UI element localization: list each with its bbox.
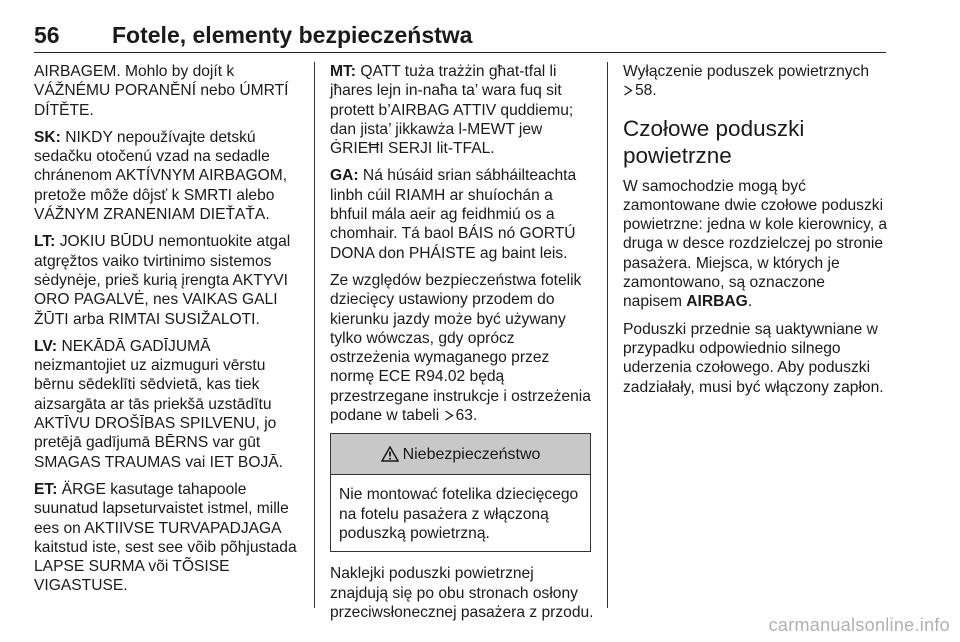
page-header bbox=[34, 22, 886, 53]
column-middle bbox=[330, 62, 594, 630]
lang-code: LT: bbox=[34, 233, 56, 251]
watermark: carmanualsonline.info bbox=[768, 615, 950, 635]
paragraph-mt: MT: QATT tuża trażżin għat-tfal li jħares lejn in-naħa ta’ wara fuq sit protett b’AIRBAG ATTIV quddiemu; dan jista’ jikkawża l-MEWT jew ĠRIEĦI SERJI lit-TFAL. bbox=[330, 63, 574, 158]
lang-code: MT: bbox=[330, 63, 356, 80]
paragraph-ga: GA: Ná húsáid srian sábháilteachta linbh cúil RIAMH ar shuíochán a bhfuil mála aeir ag feidhmiú os a chomhair. Tá baol BÁIS nó GORTÚ DONA don PHÁISTE ag baint leis. bbox=[330, 167, 577, 262]
paragraph-lv: LV: NEKĀDĀ GADĪJUMĀ neizmantojiet uz aizmuguri vērstu bērnu sēdeklīti sēdvietā, kas tiek aizsargāta ar tās priekšā uzstādītu AKTĪVU DROŠĪBAS SPILVENU, jo pretējā gadījumā BĒRNS var gūt SMAGAS TRAUMAS vai IET BOJĀ. bbox=[34, 337, 283, 471]
column-left bbox=[34, 62, 302, 604]
paragraph: Poduszki przednie są uaktywniane w przypadku odpowiednio silnego uderzenia czołowego. Aby poduszki zadziałały, musi być włączony zapłon. bbox=[623, 320, 884, 396]
paragraph: Naklejki poduszki powietrznej znajdują się po obu stronach osłony przeciwsłonecznej pasażera z przodu. bbox=[330, 565, 594, 621]
lang-code: GA: bbox=[330, 167, 359, 185]
column-right bbox=[623, 62, 888, 405]
page-reference[interactable]: 63. bbox=[455, 407, 478, 425]
paragraph-lt: LT: JOKIU BŪDU nemontuokite atgal atgręžtos vaiko tvirtinimo sistemos sėdynėje, prieš kurią įrengta AKTYVI ORO PAGALVĖ, nes VAIKAS GALI ŽŪTI arba RIMTAI SUSIŽALOTI. bbox=[34, 233, 291, 328]
section-heading: Czołowe poduszki powietrzne bbox=[623, 115, 805, 168]
warning-header bbox=[331, 434, 590, 475]
chapter-title: Fotele, elementy bezpieczeństwa bbox=[112, 22, 473, 48]
paragraph-et: ET: ÄRGE kasutage tahapoole suunatud lapseturvaistet istmel, mille ees on AKTIIVSE TURVAPADJAGA kaitstud iste, sest see võib põhjustada LAPSE SURMA või TÕSISE VIGASTUSE. bbox=[34, 480, 297, 595]
paragraph-sk: SK: NIKDY nepoužívajte detskú sedačku otočenú vzad na sedadle chránenom AKTÍVNYM AIRBAGOM, pretože môže dôjsť k SMRTI alebo VÁŽNYM ZRANENIAM DIEŤAŤA. bbox=[34, 128, 288, 224]
page-reference[interactable]: 58. bbox=[635, 82, 657, 100]
paragraph: W samochodzie mogą być zamontowane dwie czołowe poduszki powietrzne: jedna w kole kierownicy, a druga w desce rozdzielczej po stronie pasażera. Miejsca, w których je zamontowano, są oznaczone napisem AIRBAG. bbox=[623, 177, 888, 311]
paragraph: Wyłączenie poduszek powietrznych 58. bbox=[623, 63, 870, 100]
airbag-label: AIRBAG bbox=[686, 293, 748, 311]
lang-code: SK: bbox=[34, 128, 61, 146]
warning-box bbox=[330, 433, 591, 552]
ref-arrow-icon bbox=[444, 410, 454, 420]
warning-title: Niebezpieczeństwo bbox=[402, 445, 541, 463]
column-divider bbox=[607, 62, 608, 608]
lang-code: ET: bbox=[34, 480, 58, 498]
ref-arrow-icon bbox=[623, 85, 633, 95]
column-divider bbox=[314, 62, 315, 608]
lang-code: LV: bbox=[34, 337, 58, 355]
warning-triangle-icon bbox=[381, 446, 399, 462]
paragraph: AIRBAGEM. Mohlo by dojít k VÁŽNÉMU PORANĚNÍ nebo ÚMRTÍ DÍTĚTE. bbox=[34, 63, 289, 119]
warning-text: Nie montować fotelika dziecięcego na fotelu pasażera z włączoną poduszką powietrzną. bbox=[339, 486, 579, 542]
paragraph-pl: Ze względów bezpieczeństwa fotelik dziecięcy ustawiony przodem do kierunku jazdy może być używany tylko wówczas, gdy oprócz ostrzeżenia wymaganego przez normę ECE R94.02 będą przestrzegane instrukcje i ostrzeżenia podane w tabeli 63. bbox=[330, 271, 591, 425]
page-number: 56 bbox=[34, 22, 60, 48]
